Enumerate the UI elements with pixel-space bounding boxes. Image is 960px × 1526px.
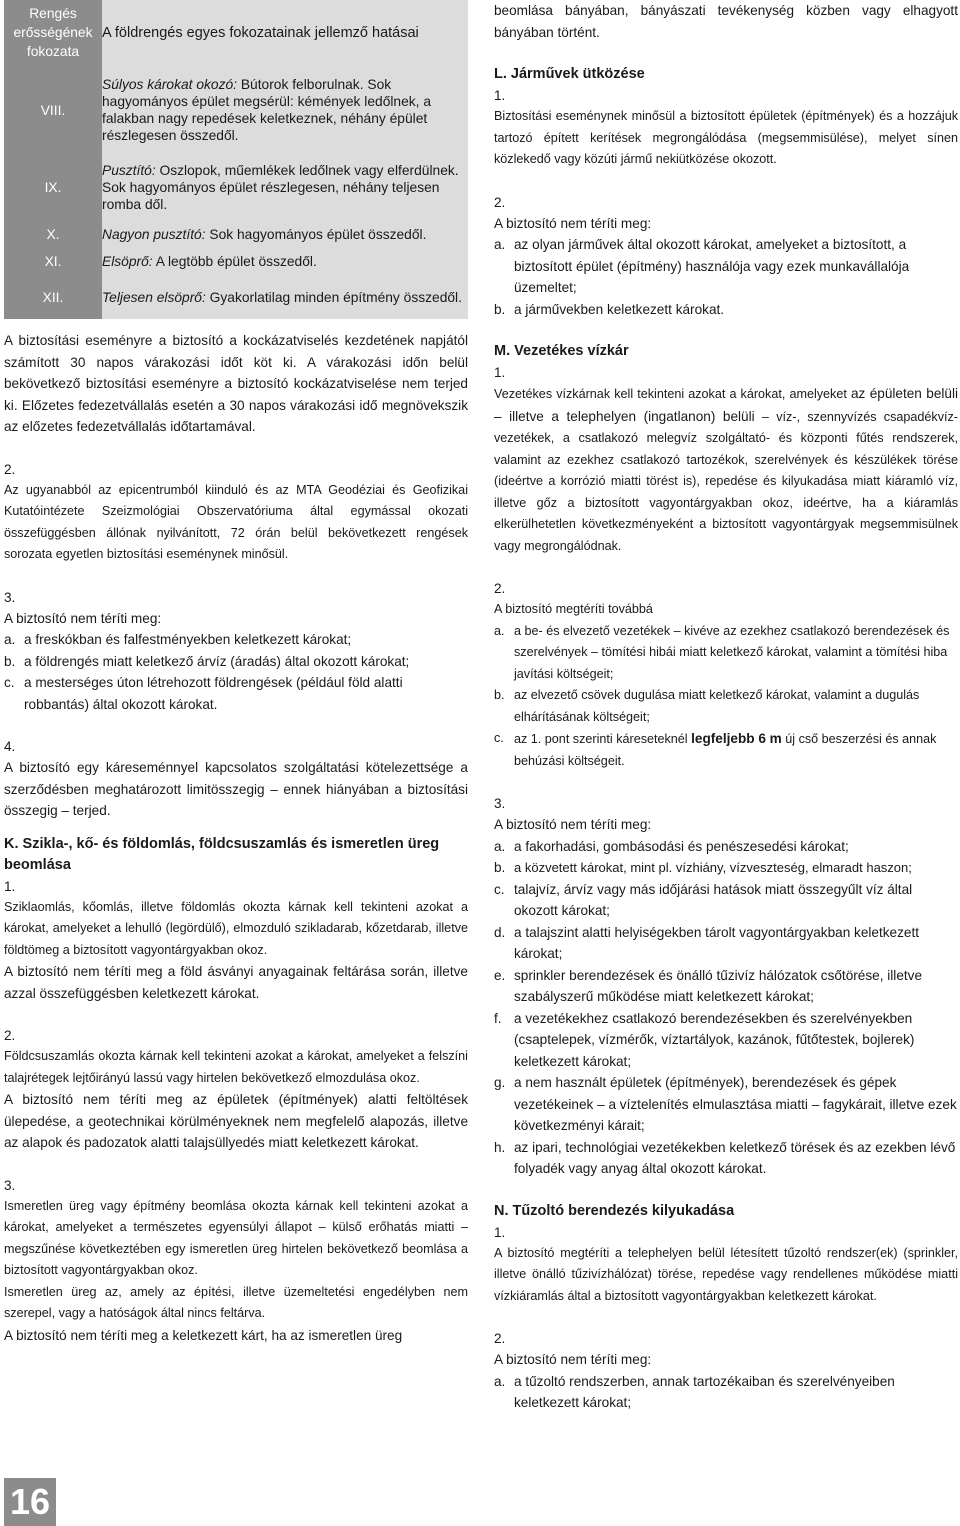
list-text: a közvetett károkat, mint pl. vízhiány, vízveszteség, elmaradt haszon; — [514, 860, 912, 875]
list-item — [494, 1137, 958, 1180]
list-marker: b. — [4, 653, 16, 669]
list-marker: a. — [494, 838, 506, 854]
table-row — [4, 153, 468, 221]
m3-list — [494, 836, 958, 1180]
list-item — [494, 1371, 958, 1414]
level-cell: VIII. — [4, 67, 102, 153]
list-item — [494, 857, 958, 879]
vehicle-collision-paragraph: Biztosítási eseménynek minősül a biztosított épületek (építmények) és a hozzájuk tartozó épített kerítések megrongálódása (megsemmisülése), melyet sínen közlekedő vagy közúti jármű nekiütközése okozott. — [494, 109, 958, 166]
effect-text: A legtöbb épület összedől. — [152, 254, 317, 269]
list-item — [494, 299, 958, 321]
table-header-effects: A földrengés egyes fokozatainak jellemző hatásai — [102, 0, 468, 67]
list-item — [494, 879, 958, 922]
list-text: az ipari, technológiai vezetékekben keletkező törések és az ezekben lévő folyadék vagy anyag által okozott károkat. — [514, 1139, 956, 1176]
list-item — [4, 629, 468, 651]
list-text: a tűzoltó rendszerben, annak tartozékaiban és szerelvényeiben keletkezett károkat; — [514, 1373, 895, 1410]
list-marker: b. — [494, 688, 505, 702]
effect-cell — [102, 221, 468, 248]
water-damage-text: – víz-, szennyvízés csapadékvíz-vezetékek, a csatlakozó melegvíz szolgáltató- és központi fűtés rendszerek, valamint az ezekhez csatlakozó tartozékok, szerelvények és készülékek törése (ideértve a korrózió miatti törést is), repedése és kilyukadása miatt kiáramló víz, illetve gőz a biztosított vagyontárgyakban okoz, ideértve, ha a kiáramlás elkerülhetetlen következményeként a biztosított vagyontárgyak megsemmisülnek vagy megrongálódnak. — [494, 409, 958, 553]
cavity-paragraph: Ismeretlen üreg vagy építmény beomlása okozta kárnak kell tekinteni azokat a károkat, amelyeket a természetes egyensúlyi állapot – külső erőhatás miatti – megszűnése következtében egy ismeretlen üreg hirtelen bekövetkező beomlása a biztosított vagyontárgyakban okoz. — [4, 1198, 468, 1277]
list-item — [4, 672, 468, 715]
earthquake-scale-table — [4, 0, 468, 319]
list-text: az olyan járművek által okozott károkat, amelyeket a biztosított, a biztosított épület (építmény) használója vagy ezek munkavállalója üzemeltet; — [514, 237, 910, 295]
list-item — [494, 1008, 958, 1073]
effect-text: Bútorok felborulnak. Sok hagyományos épület megsérül: kémények ledőlnek, a falakban nagy repedések keletkeznek, néhány épület részlegesen összedől. — [102, 77, 432, 143]
effect-text: Gyakorlatilag minden építmény összedől. — [205, 289, 462, 305]
list-text: a járművekben keletkezett károkat. — [514, 301, 725, 317]
list-text-part: új cső beszerzési és annak behúzási költségeit. — [514, 732, 937, 768]
level-cell: XII. — [4, 275, 102, 319]
landslide-paragraph: Sziklaomlás, kőomlás, illetve földomlás okozta kárnak kell tekinteni azokat a károkat, amelyeket a lehulló (legördülő), elmozduló szikladarab, kőzetdarab, illetve földtömeg a biztosított vagyontárgyakban okoz. — [4, 899, 468, 957]
exclusion-intro: A biztosító nem téríti meg: — [494, 817, 652, 832]
section-number: 1. — [4, 878, 16, 894]
level-cell: IX. — [4, 153, 102, 221]
section-number: 2. — [494, 581, 506, 596]
continued-text: beomlása bányában, bányászati tevékenység közben vagy elhagyott bányában történt. — [494, 3, 958, 40]
list-item — [494, 234, 958, 299]
list-item — [494, 922, 958, 965]
table-header-level: Rengés erősségének fokozata — [4, 0, 102, 67]
effect-label: Teljesen elsöprő: — [102, 289, 206, 305]
effect-label: Pusztító: — [102, 162, 156, 178]
section-n-title: N. Tűzoltó berendezés kilyukadása — [494, 1202, 735, 1219]
effect-text: Sok hagyományos épület összedől. — [205, 227, 427, 242]
list-text: a freskókban és falfestményekben keletkezett károkat; — [24, 632, 352, 647]
ground-slide-exclusion: A biztosító nem téríti meg az épületek (építmények) alatti feltöltések ülepedése, a geotechnikai körülményeknek nem megfelelő alapozás, illetve az alapok és padozatok alatti talajsüllyedés miatt keletkezett károkat. — [4, 1092, 468, 1150]
list-item — [494, 621, 958, 686]
water-damage-paragraph — [494, 383, 958, 557]
list-marker: h. — [494, 1139, 506, 1155]
table-header-row — [4, 0, 468, 67]
section-m-title: M. Vezetékes vízkár — [494, 343, 629, 359]
section-l-title: L. Járművek ütközése — [494, 66, 645, 82]
list-marker: b. — [494, 301, 506, 317]
list-text-part: az 1. pont szerinti káreseteknél — [514, 732, 692, 746]
list-marker: c. — [4, 675, 15, 690]
section-number: 1. — [494, 365, 506, 380]
effect-cell — [102, 248, 468, 275]
list-item — [494, 836, 958, 858]
section-number: 4. — [4, 739, 16, 754]
effect-text: Oszlopok, műemlékek ledőlnek vagy elferdülnek. Sok hagyományos épület részlegesen, néhány teljesen romba dől. — [102, 162, 459, 212]
effect-cell — [102, 67, 468, 153]
effect-label: Elsöprő: — [102, 254, 153, 269]
list-text: az elvezető csövek dugulása miatt keletkező károkat, valamint a dugulás elhárításának költségeit; — [514, 688, 920, 724]
effect-label: Nagyon pusztító: — [102, 227, 206, 242]
list-text: a nem használt épületek (építmények), berendezések és gépek vezetékeinek – a víztelenítés elmulasztása miatti – fagykárait, illetve ezek következményi kárait; — [514, 1075, 957, 1133]
right-column — [494, 0, 958, 1414]
page-number: 16 — [4, 1478, 56, 1526]
list-marker: a. — [4, 632, 16, 647]
section-number: 2. — [4, 1028, 16, 1043]
list-text: sprinkler berendezések és önálló tűzivíz hálózatok csőtörése, illetve szabályszerű működése miatt keletkezett károkat; — [514, 967, 923, 1004]
section-number: 3. — [4, 1177, 16, 1193]
list-marker: c. — [494, 881, 505, 897]
coverage-intro: A biztosító megtéríti továbbá — [494, 602, 653, 616]
left-column — [4, 0, 468, 1346]
section-number: 2. — [494, 1331, 506, 1346]
aftershock-paragraph: Az ugyanabból az epicentrumból kiinduló és az MTA Geodéziai és Geofizikai Kutatóintézete Szeizmológiai Obszervatóriuma által egymással okozati összefüggésben állónak nyilvánított, 72 órán belül bekövetkezett rengések sorozata egyetlen biztosítási eseménynek minősül. — [4, 482, 468, 561]
waiting-period-paragraph: A biztosítási eseményre a biztosító a kockázatviselés kezdetének napjától számított 30 napos várakozási időt köt ki. A várakozási időn belül bekövetkező biztosítási eseményre a biztosító kockázatviselése nem terjed ki. Előzetes fedezetvállalás esetén a 30 napos várakozási idő megnövekszik az előzetes fedezetvállalás időtartamával. — [4, 333, 468, 434]
exclusion-intro: A biztosító nem téríti meg: — [4, 610, 162, 626]
list-text: talajvíz, árvíz vagy más időjárási hatások miatt összegyűlt víz által okozott károkat; — [514, 881, 913, 918]
section-number: 3. — [4, 589, 16, 605]
list-item — [494, 1072, 958, 1137]
list-marker: f. — [494, 1010, 502, 1026]
list-marker: d. — [494, 924, 506, 940]
landslide-exclusion: A biztosító nem téríti meg a föld ásványi anyagainak feltárása során, illetve azzal összefüggésben keletkezett károkat. — [4, 964, 468, 1001]
section-k-title: K. Szikla-, kő- és földomlás, földcsuszamlás és ismeretlen üreg beomlása — [4, 835, 440, 873]
section-number: 1. — [494, 88, 506, 103]
limit-paragraph: A biztosító egy káreseménnyel kapcsolatos szolgáltatási kötelezettsége a szerződésben meghatározott limitösszegig – ennek hiányában a biztosítási összegig – terjed. — [4, 760, 468, 818]
section-number: 2. — [4, 461, 16, 477]
table-row — [4, 275, 468, 319]
list-marker: c. — [494, 731, 504, 745]
list-item — [4, 651, 468, 673]
list-marker: a. — [494, 623, 505, 638]
table-row — [4, 67, 468, 153]
effect-cell — [102, 153, 468, 221]
list-text: a fakorhadási, gombásodási és penészesedési károkat; — [514, 838, 849, 854]
effect-label: Súlyos károkat okozó: — [102, 77, 237, 92]
list-marker: a. — [494, 1373, 506, 1389]
list-text: a földrengés miatt keletkező árvíz (áradás) által okozott károkat; — [24, 653, 410, 669]
exclusion-intro: A biztosító nem téríti meg: — [494, 1352, 652, 1367]
list-marker: e. — [494, 967, 506, 983]
sprinkler-paragraph: A biztosító megtéríti a telephelyen belül létesített tűzoltó rendszer(ek) (sprinkler, illetve önálló tűzivízhálózat) törése, repedése vagy rendellenes működése miatti vízkiáramlás által a biztosított vagyontárgyakban keletkezett károkat. — [494, 1245, 958, 1303]
water-damage-text: Vezetékes vízkárnak kell tekinteni azokat a károkat, amelyeket — [494, 387, 851, 401]
effect-cell — [102, 275, 468, 319]
table-row — [4, 221, 468, 248]
list-marker: a. — [494, 237, 506, 252]
table-row — [4, 248, 468, 275]
list-text: a vezetékekhez csatlakozó berendezésekben és szerelvényekben (csaptelepek, vízmérők, víztartályok, kazánok, fűtőtestek, bojlerek) keletkezett károkat; — [514, 1010, 915, 1069]
section-number: 3. — [494, 796, 506, 811]
water-damage-emphasis: az épületen belüli – illetve a telephelyen (ingatlanon) belüli — [494, 386, 958, 424]
list-text: a mesterséges úton létrehozott földrengések (például föld alatti robbantás) által okozott károkat. — [24, 675, 403, 712]
list-text: a be- és elvezető vezetékek – kivéve az ezekhez csatlakozó berendezések és szerelvények – tömítési hibái miatt keletkező károkat, valamint a tömítési hiba javítási költségeit; — [514, 623, 950, 681]
cavity-definition: Ismeretlen üreg az, amely az építési, illetve üzemeltetési engedélyben nem szerepel, vagy a hatóságok által nincs feltárva. — [4, 1284, 468, 1320]
list-item — [494, 728, 958, 772]
level-cell: X. — [4, 221, 102, 248]
section-number: 1. — [494, 1224, 506, 1240]
list-item — [494, 685, 958, 728]
list-item — [494, 965, 958, 1008]
list-marker: b. — [494, 860, 506, 875]
exclusion-intro: A biztosító nem téríti meg: — [494, 215, 652, 231]
list-marker: g. — [494, 1075, 506, 1090]
level-cell: XI. — [4, 248, 102, 275]
ground-slide-paragraph: Földcsuszamlás okozta kárnak kell tekinteni azokat a károkat, amelyeket a felszíni talajrétegek lejtőirányú lassú vagy hirtelen bekövetkező elmozdulása okoz. — [4, 1049, 468, 1085]
cavity-exclusion: A biztosító nem téríti meg a keletkezett kárt, ha az ismeretlen üreg — [4, 1327, 403, 1343]
list-text — [514, 728, 958, 772]
list-text-emphasis: legfeljebb 6 m — [691, 731, 782, 746]
list-text: a talajszint alatti helyiségekben tárolt vagyontárgyakban keletkezett károkat; — [514, 924, 920, 961]
section-number: 2. — [494, 194, 506, 210]
